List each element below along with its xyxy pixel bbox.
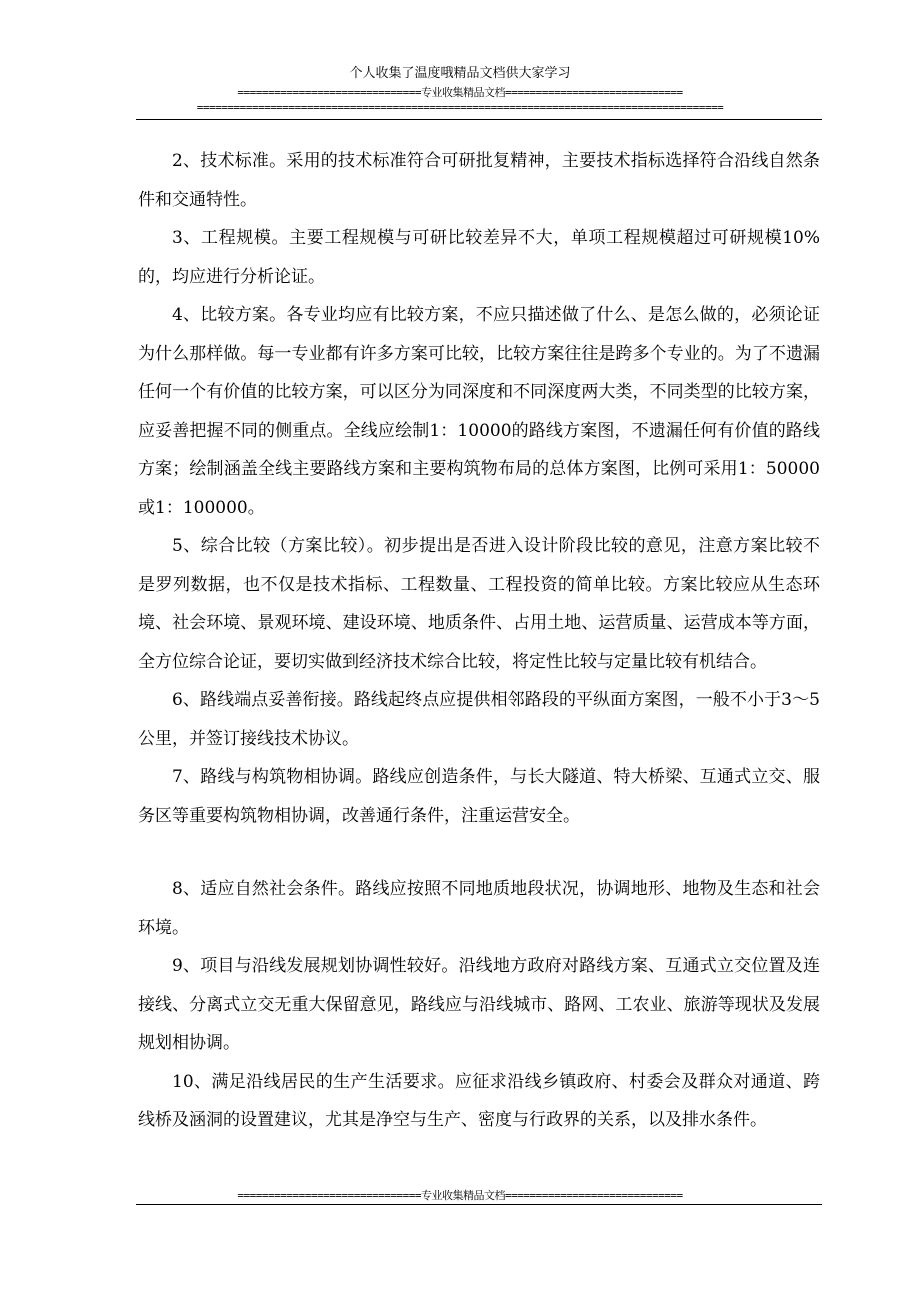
paragraph-project-scale: 3、工程规模。主要工程规模与可研比较差异不大，单项工程规模超过可研规模10%的，均应进行分析论证。 (138, 228, 820, 287)
header-separator-with-label: ==============================专业收集精品文档============================= (237, 86, 683, 99)
paragraph-residents-requirements: 10、满足沿线居民的生产生活要求。应征求沿线乡镇政府、村委会及群众对通道、跨线桥及涵洞的设置建议，尤其是净空与生产、密度与行政界的关系，以及排水条件。 (138, 1071, 820, 1130)
header-separator: ====================================================================================== (196, 101, 724, 114)
paragraph-development-planning: 9、项目与沿线发展规划协调性较好。沿线地方政府对路线方案、互通式立交位置及连接线、分离式立交无重大保留意见，路线应与沿线城市、路网、工农业、旅游等现状及发展规划相协调。 (138, 956, 820, 1053)
paragraph-route-endpoints: 6、路线端点妥善衔接。路线起终点应提供相邻路段的平纵面方案图，一般不小于3～5公里，并签订接线技术协议。 (138, 690, 820, 749)
document-header-title: 个人收集了温度哦精品文档供大家学习 (349, 66, 571, 81)
footer-rule (136, 1204, 822, 1205)
paragraph-comparison-schemes: 4、比较方案。各专业均应有比较方案，不应只描述做了什么、是怎么做的，必须论证为什么那样做。每一专业都有许多方案可比较，比较方案往往是跨多个专业的。为了不遗漏任何一个有价值的比较方案，可以区分为同深度和不同深度两大类，不同类型的比较方案，应妥善把握不同的侧重点。全线应绘制1：10000的路线方案图，不遗漏任何有价值的路线方案；绘制涵盖全线主要路线方案和主要构筑物布局的总体方案图，比例可采用1：50000或1：100000。 (138, 305, 820, 518)
footer-separator-with-label: ==============================专业收集精品文档============================= (237, 1189, 683, 1202)
header-rule (136, 119, 822, 120)
document-body (138, 142, 820, 1140)
paragraph-technical-standard: 2、技术标准。采用的技术标准符合可研批复精神，主要技术指标选择符合沿线自然条件和交通特性。 (138, 151, 820, 210)
paragraph-route-structures: 7、路线与构筑物相协调。路线应创造条件，与长大隧道、特大桥梁、互通式立交、服务区等重要构筑物相协调，改善通行条件，注重运营安全。 (138, 767, 820, 826)
paragraph-natural-social-conditions: 8、适应自然社会条件。路线应按照不同地质地段状况，协调地形、地物及生态和社会环境。 (138, 879, 820, 938)
paragraph-comprehensive-comparison: 5、综合比较（方案比较）。初步提出是否进入设计阶段比较的意见，注意方案比较不是罗列数据，也不仅是技术指标、工程数量、工程投资的简单比较。方案比较应从生态环境、社会环境、景观环境、建设环境、地质条件、占用土地、运营质量、运营成本等方面，全方位综合论证，要切实做到经济技术综合比较，将定性比较与定量比较有机结合。 (138, 536, 820, 672)
